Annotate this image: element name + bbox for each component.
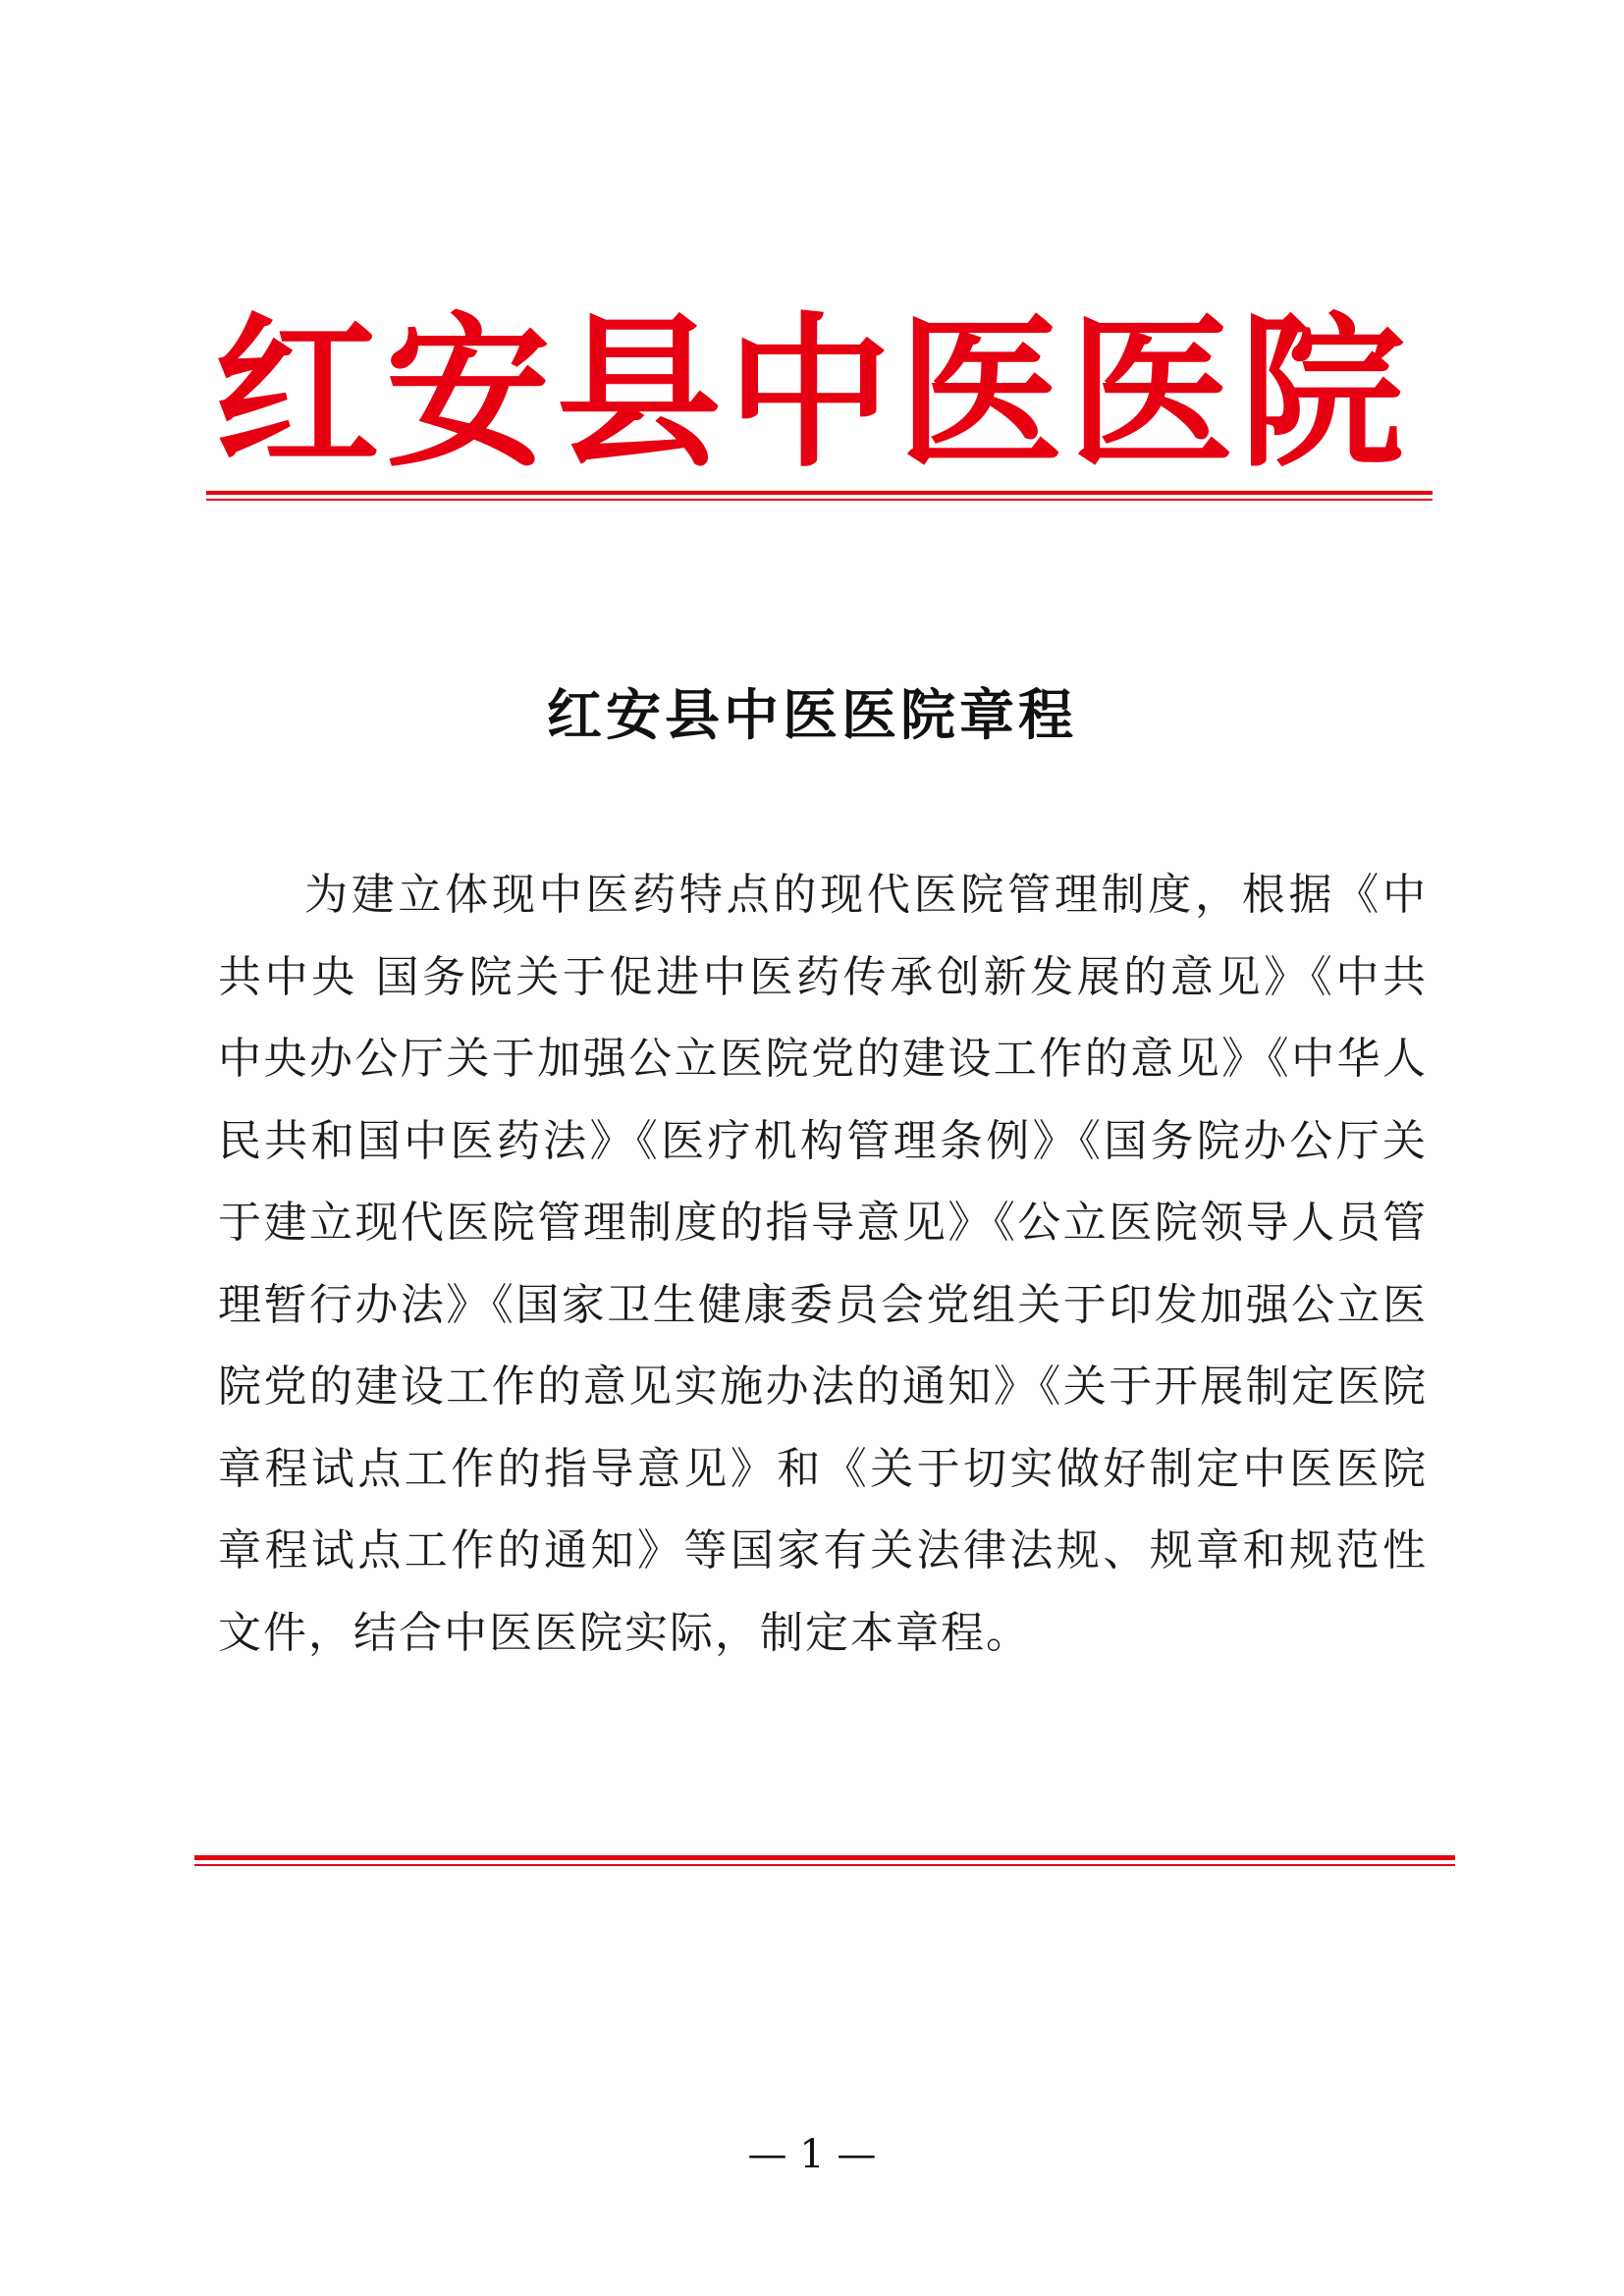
masthead-divider-thick xyxy=(206,491,1433,495)
footer-divider-thick xyxy=(194,1855,1455,1860)
masthead-divider-thin xyxy=(206,499,1433,501)
masthead-title: 红安县中医医院 xyxy=(214,295,1411,490)
body-paragraph: 为建立体现中医药特点的现代医院管理制度，根据《中共中央 国务院关于促进中医药传承创新发展的意见》《中共中央办公厅关于加强公立医院党的建设工作的意见》《中华人民共和国中医药法》《医疗机构管理条例》《国务院办公厅关于建立现代医院管理制度的指导意见》《公立医院领导人员管理暂行办法》《国家卫生健康委员会党组关于印发加强公立医院党的建设工作的意见实施办法的通知》《关于开展制定医院章程试点工作的指导意见》和《关于切实做好制定中医医院章程试点工作的通知》等国家有关法律法规、规章和规范性文件，结合中医医院实际，制定本章程。 xyxy=(218,870,1428,1658)
document-title: 红安县中医医院章程 xyxy=(547,684,1077,748)
footer-divider-thin xyxy=(194,1864,1455,1866)
page-number: — 1 — xyxy=(747,2132,877,2177)
